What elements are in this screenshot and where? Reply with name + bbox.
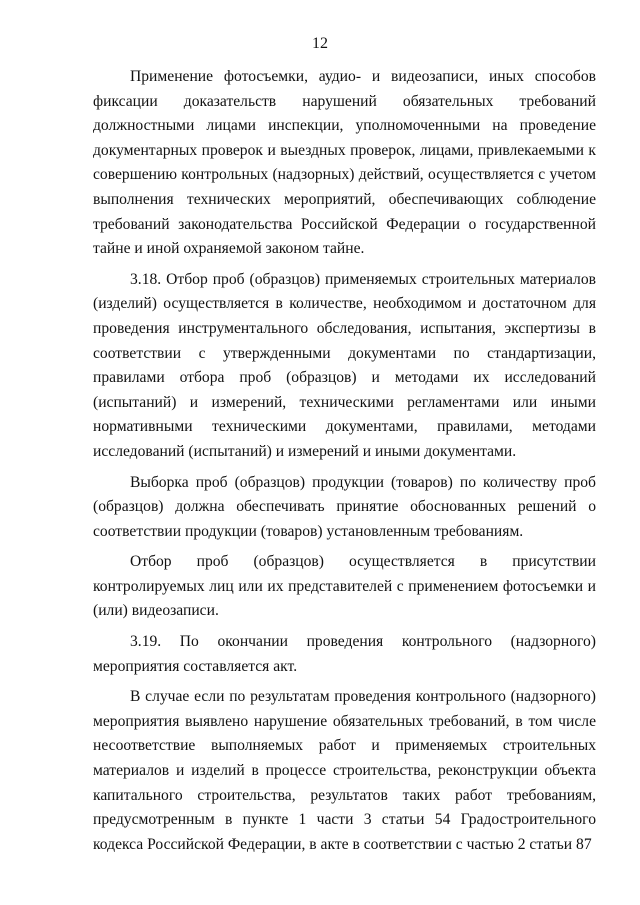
document-body [93,65,596,857]
paragraph-violation-case: В случае если по результатам проведения контрольного (надзорного) мероприятия выявлено нарушение обязательных требований, в том числе несоответствие выполняемых работ и применяемых строительных материалов и изделий в процессе строительства, реконструкции объекта капитального строительства, результатов таких работ требованиям, предусмотренным в пункте 1 части 3 статьи 54 Градостроительного кодекса Российской Федерации, в акте в соответствии с частью 2 статьи 87 [93,688,596,853]
paragraph-sampling-presence: Отбор проб (образцов) осуществляется в присутствии контролируемых лиц или их представителей с применением фотосъемки и (или) видеозаписи. [93,553,596,620]
paragraph-photo-recording: Применение фотосъемки, аудио- и видеозаписи, иных способов фиксации доказательств нарушений обязательных требований должностными лицами инспекции, уполномоченными на проведение документарных проверок и выездных проверок, лицами, привлекаемыми к совершению контрольных (надзорных) действий, осуществляется с учетом выполнения технических мероприятий, обеспечивающих соблюдение требований законодательства Российской Федерации о государственной тайне и иной охраняемой законом тайне. [93,68,596,258]
paragraph-sample-selection: Выборка проб (образцов) продукции (товаров) по количеству проб (образцов) должна обеспечивать принятие обоснованных решений о соответствии продукции (товаров) установленным требованиям. [93,473,596,540]
page-number: 12 [312,35,328,52]
paragraph-3-18-sampling: 3.18. Отбор проб (образцов) применяемых строительных материалов (изделий) осуществляется в количестве, необходимом и достаточном для проведения инструментального обследования, испытания, экспертизы в соответствии с утвержденными документами по стандартизации, правилами отбора проб (образцов) и методами их исследований (испытаний) и измерений, техническими регламентами или иными нормативными техническими документами, правилами, методами исследований (испытаний) и измерений и иными документами. [93,270,596,460]
paragraph-3-19-act: 3.19. По окончании проведения контрольного (надзорного) мероприятия составляется акт. [93,633,596,675]
